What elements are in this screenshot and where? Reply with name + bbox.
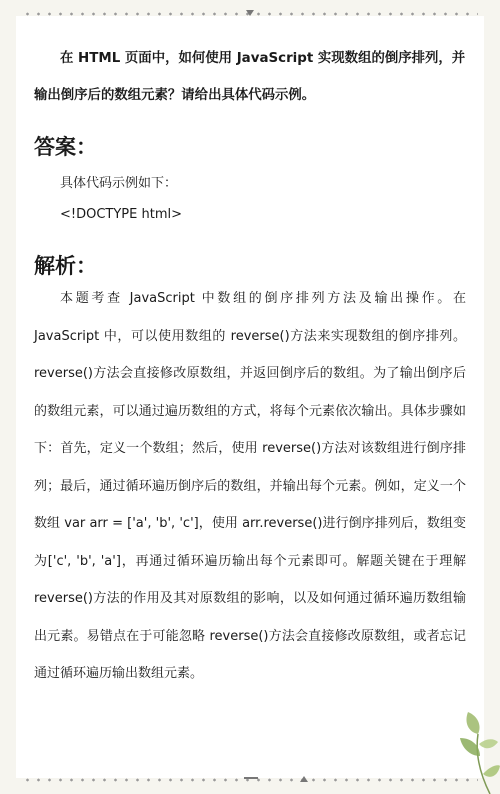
code-line: <!DOCTYPE html> — [60, 207, 182, 222]
analysis-heading: 解析： — [34, 254, 97, 278]
answer-heading: 答案： — [34, 135, 97, 159]
leaf-decoration-icon — [420, 704, 500, 794]
question-text: 在 HTML 页面中，如何使用 JavaScript 实现数组的倒序排列，并输出倒序后的数组元素？请给出具体代码示例。 — [34, 51, 466, 103]
answer-intro: 具体代码示例如下： — [60, 176, 178, 191]
analysis-body: 本题考查 JavaScript 中数组的倒序排列方法及输出操作。在 JavaScript 中，可以使用数组的 reverse()方法来实现数组的倒序排列。reverse()方法会直接修改原数组，并返回倒序后的数组。为了输出倒序后的数组元素，可以通过遍历数组的方式，将每个元素依次输出。具体步骤如下：首先，定义一个数组；然后，使用 reverse()方法对该数组进行倒序排列；最后，通过循环遍历倒序后的数组，并输出每个元素。例如，定义一个数组 var arr = ['a', 'b', 'c']，使用 arr.reverse()进行倒序排列后，数组变为['c', 'b', 'a']，再通过循环遍历输出每个元素即可。解题关键在于理解 reverse()方法的作用及其对原数组的影响，以及如何通过循环遍历数组输出元素。易错点在于可能忽略 reverse()方法会直接修改原数组，或者忘记通过循环遍历输出数组元素。 — [34, 291, 466, 681]
bottom-triangle-mark — [300, 776, 308, 782]
bottom-dash-mark — [244, 777, 258, 779]
top-triangle-mark — [246, 10, 254, 16]
